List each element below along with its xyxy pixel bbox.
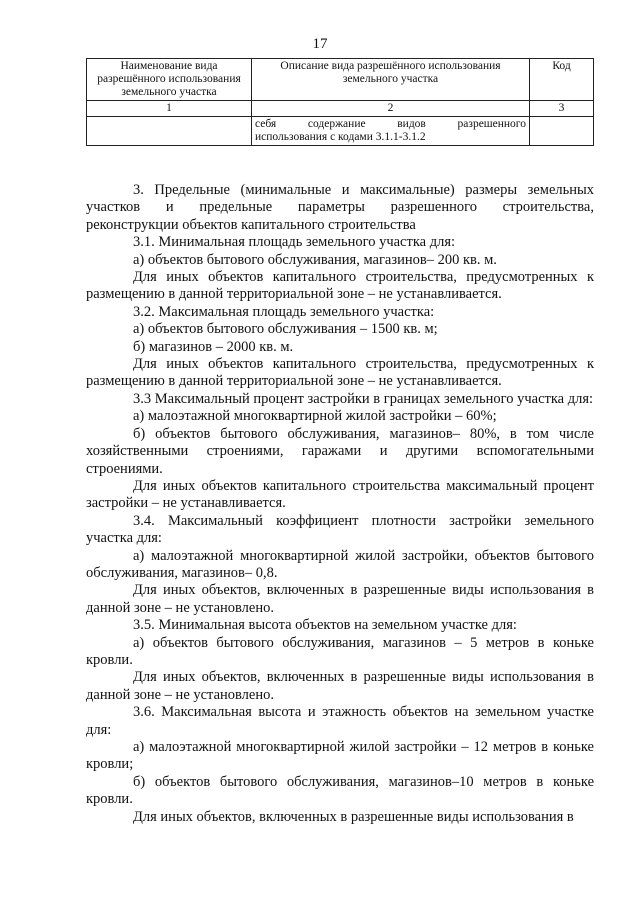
paragraph-3-4: 3.4. Максимальный коэффициент плотности застройки земельного участка для: [86,512,594,547]
document-body [86,182,594,826]
paragraph-3-5: 3.5. Минимальная высота объектов на земельном участке для: [133,617,517,634]
paragraph-3-6-a: а) малоэтажной многоквартирной жилой застройки – 12 метров в коньке кровли; [86,739,594,773]
paragraph-3-line2: участков и предельные параметры разрешенного строительства, [86,199,594,216]
paragraph-3-6-other: Для иных объектов, включенных в разрешенные виды использования в [133,808,574,825]
table-row [87,117,594,146]
header-description: Описание вида разрешённого использования земельного участка [252,59,530,101]
row-description-line2: использования с кодами 3.1.1-3.1.2 [255,131,426,143]
paragraph-3-3-b: б) объектов бытового обслуживания, магазинов– 80%, в том числе хозяйственными строениями, гаражами и другими вспомогательными строениями. [86,425,594,477]
table-number-row [87,101,594,117]
paragraph-3-5-other: Для иных объектов, включенных в разрешенные виды использования в данной зоне – не установлено. [86,669,594,703]
paragraph-3-5-a: а) объектов бытового обслуживания, магазинов – 5 метров в коньке кровли. [86,634,594,668]
paragraph-3-2: 3.2. Максимальная площадь земельного участка: [133,303,435,320]
paragraph-3-line1: 3. Предельные (минимальные и максимальные) размеры земельных [133,182,594,198]
col-number-1: 1 [87,101,252,117]
page-number: 17 [312,36,328,52]
paragraph-3-1-a: а) объектов бытового обслуживания, магазинов– 200 кв. м. [133,251,497,268]
col-number-2: 2 [252,101,530,117]
paragraph-3-3-other: Для иных объектов капитального строительства максимальный процент застройки – не устанавливается. [86,477,594,512]
row-description-cell [252,117,530,146]
table-header-row [87,59,594,101]
paragraph-3-2-other: Для иных объектов капитального строительства, предусмотренных к размещению в данной территориальной зоне – не устанавливается. [86,356,594,390]
paragraph-3-2-a: а) объектов бытового обслуживания – 1500 кв. м; [133,321,438,338]
col-number-3: 3 [530,101,594,117]
row-code-cell [530,117,594,146]
row-name-cell [87,117,252,146]
paragraph-3-4-other: Для иных объектов, включенных в разрешенные виды использования в данной зоне – не установлено. [86,582,594,616]
paragraph-3-3-a: а) малоэтажной многоквартирной жилой застройки – 60%; [133,408,497,425]
paragraph-3-6-b: б) объектов бытового обслуживания, магазинов–10 метров в коньке кровли. [86,773,594,808]
paragraph-3-line3: реконструкции объектов капитального строительства [86,216,416,233]
row-description-line1: себя содержание видов разрешенного [255,118,526,130]
paragraph-3-1-other: Для иных объектов капитального строительства, предусмотренных к размещению в данной территориальной зоне – не устанавливается. [86,269,594,303]
paragraph-3-4-a: а) малоэтажной многоквартирной жилой застройки, объектов бытового обслуживания, магазинов– 0,8. [86,547,594,581]
paragraph-3-3: 3.3 Максимальный процент застройки в границах земельного участка для: [133,390,594,407]
paragraph-3-6: 3.6. Максимальная высота и этажность объектов на земельном участке для: [86,704,594,738]
header-code: Код [530,59,594,101]
header-name: Наименование вида разрешённого использования земельного участка [87,59,252,101]
paragraph-3-2-b: б) магазинов – 2000 кв. м. [133,338,294,355]
land-use-table [86,58,594,146]
paragraph-3-1: 3.1. Минимальная площадь земельного участка для: [133,234,456,251]
